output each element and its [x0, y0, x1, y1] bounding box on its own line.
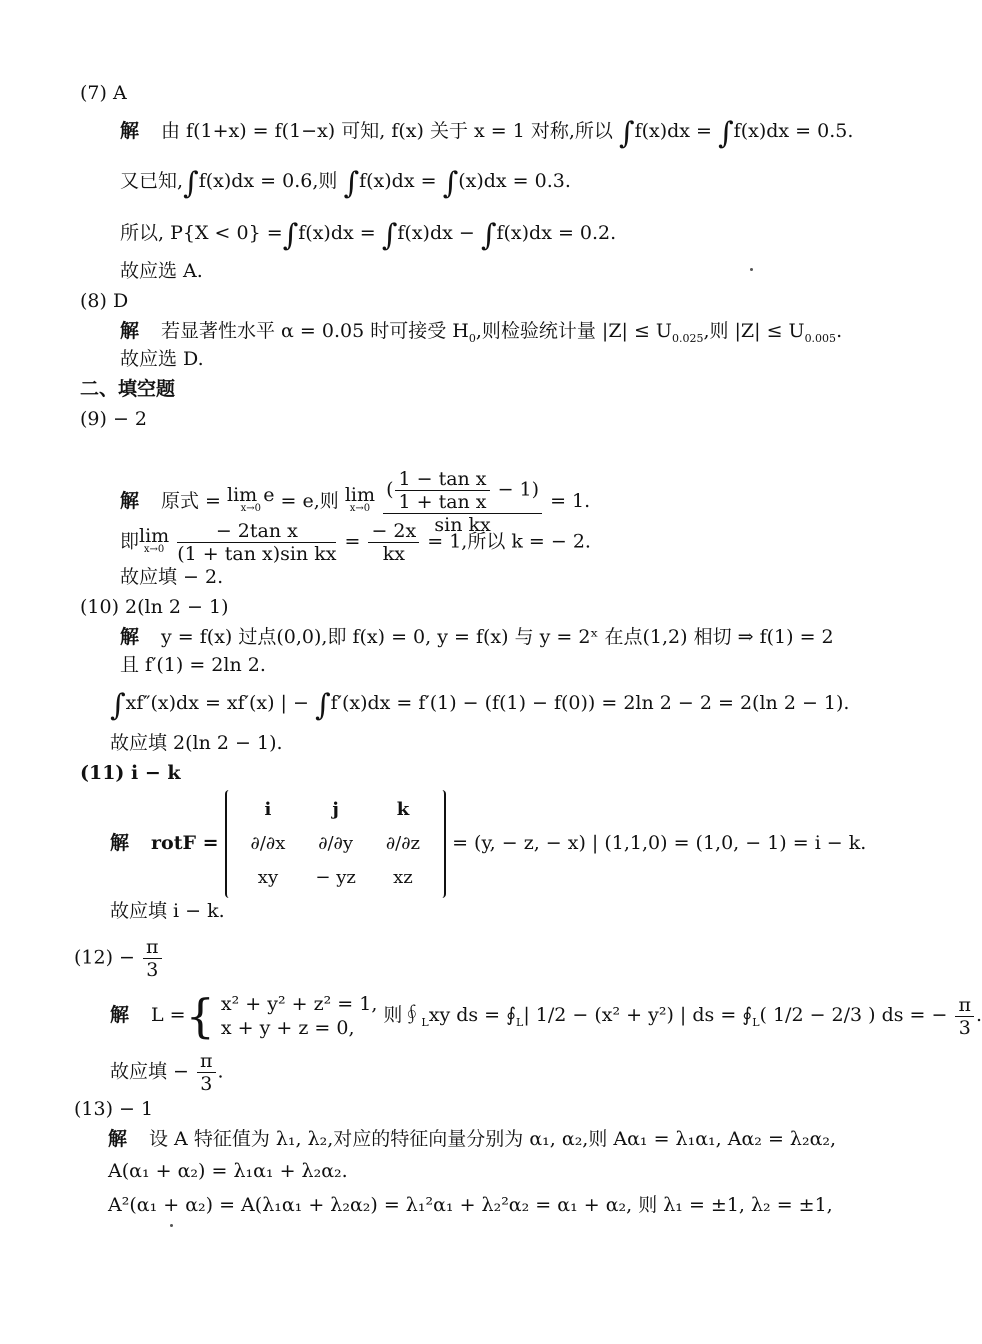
q13-line1: 解 设 A 特征值为 λ₁, λ₂,对应的特征向量分别为 α₁, α₂,则 Aα₁ = λ₁α₁, Aα₂ = λ₂α₂,: [108, 1128, 837, 1150]
q8-answer: 故应选 D.: [120, 348, 204, 370]
q9-answer: 故应填 − 2.: [120, 566, 224, 588]
q11-line1: 解 rotF = i j k ∂/∂x ∂/∂y ∂/∂z xy − yz xz = (y, − z, − x) | (1,1,0) = (1,0, − 1) = i − k.: [110, 790, 866, 898]
stray-dot: [170, 1224, 173, 1227]
q10-header: (10) 2(ln 2 − 1): [80, 596, 229, 618]
q7-line2: 又已知,∫f(x)dx = 0.6,则 ∫f(x)dx = ∫(x)dx = 0.3.: [120, 166, 571, 201]
q7-line1: 解 由 f(1+x) = f(1−x) 可知, f(x) 关于 x = 1 对称,所以 ∫f(x)dx = ∫f(x)dx = 0.5.: [120, 116, 854, 151]
q13-header: (13) − 1: [74, 1098, 154, 1120]
q13-line3: A²(α₁ + α₂) = A(λ₁α₁ + λ₂α₂) = λ₁²α₁ + λ₂²α₂ = α₁ + α₂, 则 λ₁ = ±1, λ₂ = ±1,: [108, 1194, 833, 1216]
q9-line2: 即lim x→0 $\frac{\text{− 2tan x}}{\text{(1 + tan x)sin kx}}$ = $\frac{- 2x}{kx}$ = 1,所以 k = − 2.: [120, 520, 591, 565]
q12-header: (12) − $\frac{\pi}{3}$: [74, 936, 164, 981]
q11-header: (11) i − k: [80, 762, 181, 784]
section-title: 二、填空题: [80, 378, 176, 400]
q7-line3: 所以, P{X < 0} =∫f(x)dx = ∫f(x)dx − ∫f(x)dx = 0.2.: [120, 218, 617, 253]
q9-line1: 解 原式 = lim e x→0 = e,则 lim x→0 ( $\frac{\text{1 − tan x}}{\text{1 + tan x}}$ − 1) sin kx = 1.: [120, 468, 591, 536]
q12-answer: 故应填 − $\frac{\pi}{3}$ .: [110, 1050, 224, 1095]
q13-line2: A(α₁ + α₂) = λ₁α₁ + λ₂α₂.: [108, 1160, 348, 1182]
q8-line1: 解 若显著性水平 α = 0.05 时可接受 $H_0$,则检验统计量 $|Z| \le U_{0.025}$,则 $|Z| \le U_{0.005}$.: [120, 320, 843, 345]
q10-line2: 且 f′(1) = 2ln 2.: [120, 654, 266, 676]
jie-label: 解: [120, 120, 140, 142]
q9-header: (9) − 2: [80, 408, 148, 430]
q8-header: (8) D: [80, 290, 129, 312]
q7-header: (7) A: [80, 82, 127, 104]
q10-line1: 解 y = f(x) 过点(0,0),即 f(x) = 0, y = f(x) 与 y = 2ˣ 在点(1,2) 相切 ⇒ f(1) = 2: [120, 626, 834, 648]
q10-answer: 故应填 2(ln 2 − 1).: [110, 732, 283, 754]
curl-matrix: i j k ∂/∂x ∂/∂y ∂/∂z xy − yz xz: [225, 790, 446, 898]
stray-dot: [750, 268, 753, 271]
q10-line3: ∫xf″(x)dx = xf′(x) | − ∫f′(x)dx = f′(1) − (f(1) − f(0)) = 2ln 2 − 2 = 2(ln 2 − 1).: [110, 688, 850, 723]
q11-answer: 故应填 i − k.: [110, 900, 225, 922]
q7-answer: 故应选 A.: [120, 260, 203, 282]
q12-line1: 解 L ={ x² + y² + z² = 1, x + y + z = 0, 则$∮_Lxy$ ds = $∮_L|$ 1/2 − (x² + y²) | ds = $∮_L$( 1/2 − 2/3 ) ds = − $\frac{\pi}{3}$ .: [110, 989, 982, 1043]
